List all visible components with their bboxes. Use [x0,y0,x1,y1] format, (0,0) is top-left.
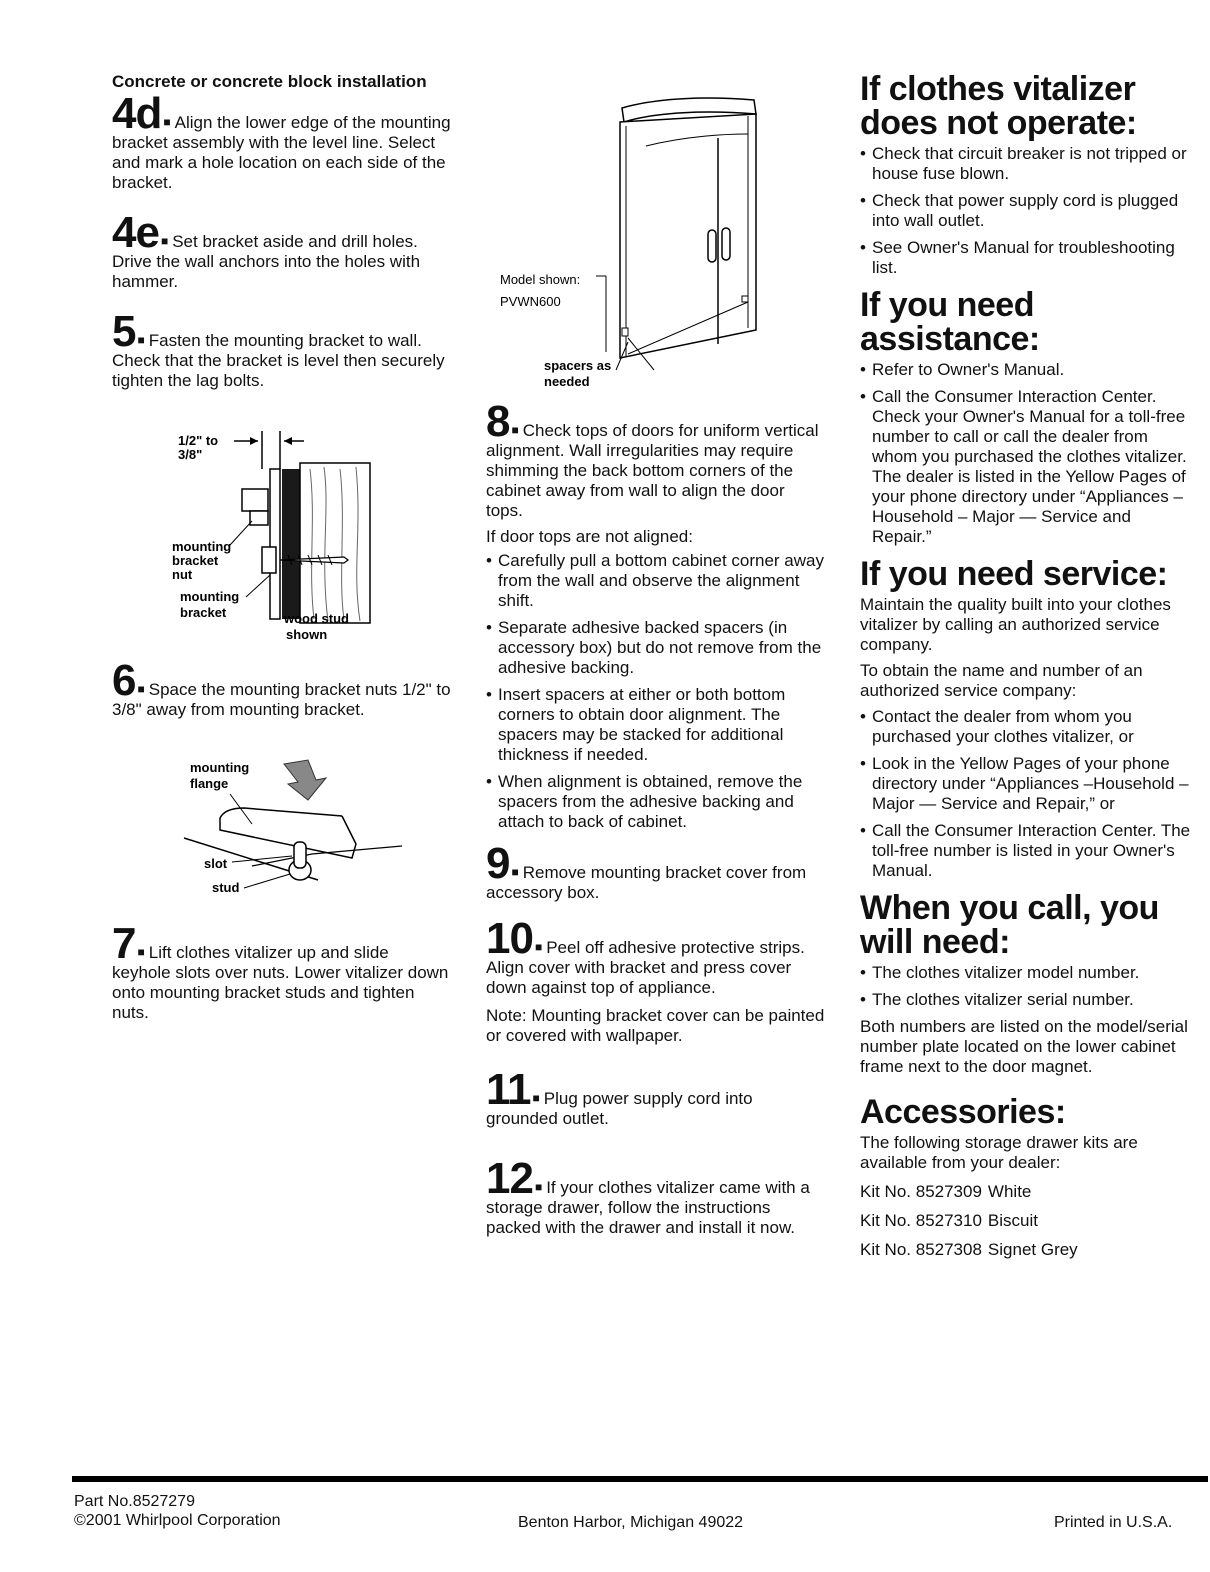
list-item: • Check that power supply cord is plugged into wall outlet. [860,191,1195,231]
door-alignment-list [486,551,826,832]
wood-stud-label-2: shown [286,627,328,642]
flange-slot-figure [112,758,452,908]
list-item: • The clothes vitalizer model number. [860,963,1195,983]
step-7 [112,919,452,1023]
step-text: Set bracket aside and drill holes. Drive the wall anchors into the holes with hammer. [112,232,421,291]
list-item: • Call the Consumer Interaction Center. Check your Owner's Manual for a toll-free number to call or call the dealer from whom you purchased the clothes vitalizer. The dealer is listed in the Yellow Pages of your phone directory under “Appliances –Household – Major — Service and Repair.” [860,387,1195,547]
arrow-right-icon [250,437,258,445]
concrete-installation-heading: Concrete or concrete block installation [112,72,427,91]
column-2 [486,72,826,1238]
bracket-line [252,846,402,866]
copyright: ©2001 Whirlpool Corporation [74,1512,281,1529]
square-bullet-icon: ■ [511,865,519,879]
accessories-intro: The following storage drawer kits are available from your dealer: [860,1133,1138,1172]
kit-color: Biscuit [987,1211,1038,1230]
right-door-handle [722,228,730,260]
kit-number: Kit No. 8527308 [860,1240,982,1259]
slot-leader-line [232,856,292,862]
spacers-label-2: needed [544,374,590,389]
wood-stud-label-1: wood stud [284,611,349,626]
step-text: Peel off adhesive protective strips. Align cover with bracket and press cover down against top of appliance. [486,938,805,997]
cover-paint-note: Note: Mounting bracket cover can be painted or covered with wallpaper. [486,1006,825,1045]
step-8 [486,397,826,521]
service-heading: If you need service: [860,555,1168,593]
step-number: 11 [486,1065,531,1114]
list-item: • Separate adhesive backed spacers (in accessory box) but do not remove from the adhesive backing. [486,618,826,678]
square-bullet-icon: ■ [163,115,171,129]
step-number: 6 [112,656,136,705]
slot-label: slot [204,856,228,871]
assistance-list [860,360,1195,547]
footer-rule [72,1476,1208,1482]
list-item: • The clothes vitalizer serial number. [860,990,1195,1010]
lower-nut [262,547,276,573]
mounting-flange-label-1: mounting [190,760,250,775]
model-shown-label: Model shown: [500,272,581,287]
square-bullet-icon: ■ [532,1091,540,1105]
not-operate-list [860,144,1195,278]
kit-row [860,1182,1195,1202]
list-item: • Check that circuit breaker is not tripped or house fuse blown. [860,144,1195,184]
list-item: • Insert spacers at either or both bottom corners to obtain door alignment. The spacers may be stacked for additional thickness if needed. [486,685,826,765]
step-text: Plug power supply cord into grounded outlet. [486,1089,753,1128]
kit-row [860,1240,1195,1260]
service-list [860,707,1195,881]
square-bullet-icon: ■ [137,945,145,959]
left-door-handle [708,230,716,262]
step-9 [486,839,826,903]
step-number: 10 [486,914,533,963]
when-you-call-heading: When you call, you will need: [860,889,1159,961]
step-10 [486,914,826,998]
flange-slot-illustration [112,758,452,908]
list-item: • See Owner's Manual for troubleshooting list. [860,238,1195,278]
upper-nut [242,489,268,511]
step-12 [486,1154,826,1238]
flange-top-edge [220,808,342,818]
square-bullet-icon: ■ [137,333,145,347]
step-4e [112,208,452,292]
stud-leader-line [244,874,290,888]
spacers-label-1: spacers as [544,358,612,373]
list-item: • Call the Consumer Interaction Center. The toll-free number is listed in your Owner's Manual. [860,821,1195,881]
kit-list [860,1182,1195,1260]
step-text: Align the lower edge of the mounting bracket assembly with the level line. Select and mark a hole location on each side of the bracket. [112,113,451,192]
mounting-bracket-nut-label-3: nut [172,567,193,582]
column-3 [860,72,1195,1269]
spacer-right [742,296,748,302]
kit-row [860,1211,1195,1231]
kit-color: Signet Grey [987,1240,1078,1259]
mounting-bracket-label-1: mounting [180,589,240,604]
list-item: • Refer to Owner's Manual. [860,360,1195,380]
step-text: Remove mounting bracket cover from accessory box. [486,863,807,902]
footer-printed: Printed in U.S.A. [1054,1514,1173,1531]
square-bullet-icon: ■ [534,1180,543,1194]
step-text: Space the mounting bracket nuts 1/2" to 3/8" away from mounting bracket. [112,680,451,719]
part-number: Part No.8527279 [74,1493,195,1510]
not-operate-heading: If clothes vitalizer does not operate: [860,70,1137,142]
dimension-label-line2: 3/8" [178,447,203,462]
step-number: 5 [112,307,136,356]
square-bullet-icon: ■ [137,682,145,696]
list-item: • Carefully pull a bottom cabinet corner away from the wall and observe the alignment shift. [486,551,826,611]
mounting-bracket-plate [270,469,280,619]
list-item: • Look in the Yellow Pages of your phone directory under “Appliances –Household – Major — Service and Repair,” or [860,754,1195,814]
step-text: Lift clothes vitalizer up and slide keyhole slots over nuts. Lower vitalizer down onto mounting bracket studs and tighten nuts. [112,943,449,1022]
when-you-call-list [860,963,1195,1010]
wall-anchor-strip [282,469,300,619]
dimension-label-line1: 1/2" to [178,433,219,448]
square-bullet-icon: ■ [534,940,543,954]
step-number: 4d [112,89,162,138]
step-11 [486,1065,826,1129]
mounting-bracket-nut-label-2: bracket [172,553,219,568]
cabinet-illustration [486,90,826,396]
step-number: 7 [112,919,136,968]
list-item: • When alignment is obtained, remove the spacers from the adhesive backing and attach to back of cabinet. [486,772,826,832]
footer-left [74,1492,281,1530]
mounting-bracket-nut-label-1: mounting [172,539,232,554]
mounting-flange-label-2: flange [190,776,229,791]
kit-color: White [987,1182,1032,1201]
cabinet-body [620,114,756,358]
arrow-down-icon [284,760,326,800]
step-4d [112,89,452,193]
model-number-label: PVWN600 [500,294,561,309]
step-number: 4e [112,208,159,257]
kit-number: Kit No. 8527309 [860,1182,982,1201]
step-6 [112,656,452,720]
service-intro-2: To obtain the name and number of an authorized service company: [860,661,1143,700]
step-number: 9 [486,839,510,888]
cabinet-figure [486,90,826,396]
step-number: 12 [486,1154,533,1203]
keyhole-slot [294,842,306,868]
spacer-left [622,328,628,336]
wood-stud [300,463,370,623]
arrow-left-icon [284,437,292,445]
stud-label: stud [212,880,240,895]
nut-leader-line [230,521,252,545]
square-bullet-icon: ■ [160,234,169,248]
square-bullet-icon: ■ [511,423,519,437]
assistance-heading: If you need assistance: [860,286,1040,358]
door-alignment-note: If door tops are not aligned: [486,527,693,546]
bracket-leader-line [246,575,270,597]
numbers-location-note: Both numbers are listed on the model/serial number plate located on the lower cabinet frame next to the door magnet. [860,1017,1188,1076]
bracket-stud-illustration [112,429,452,659]
step-text: Check tops of doors for uniform vertical alignment. Wall irregularities may require shimming the back bottom corners of the cabinet away from wall to align the door tops. [486,421,819,520]
step-number: 8 [486,397,510,446]
step-text: Fasten the mounting bracket to wall. Check that the bracket is level then securely tighten the lag bolts. [112,331,445,390]
step-text: If your clothes vitalizer came with a storage drawer, follow the instructions packed with the drawer and install it now. [486,1178,810,1237]
mounting-bracket-label-2: bracket [180,605,227,620]
footer-address: Benton Harbor, Michigan 49022 [518,1514,744,1531]
upper-washer [250,511,268,525]
column-1 [112,72,452,1023]
service-intro: Maintain the quality built into your clothes vitalizer by calling an authorized service company. [860,595,1171,654]
kit-number: Kit No. 8527310 [860,1211,982,1230]
accessories-heading: Accessories: [860,1093,1066,1131]
list-item: • Contact the dealer from whom you purchased your clothes vitalizer, or [860,707,1195,747]
step-5 [112,307,452,391]
bracket-stud-figure [112,429,452,659]
